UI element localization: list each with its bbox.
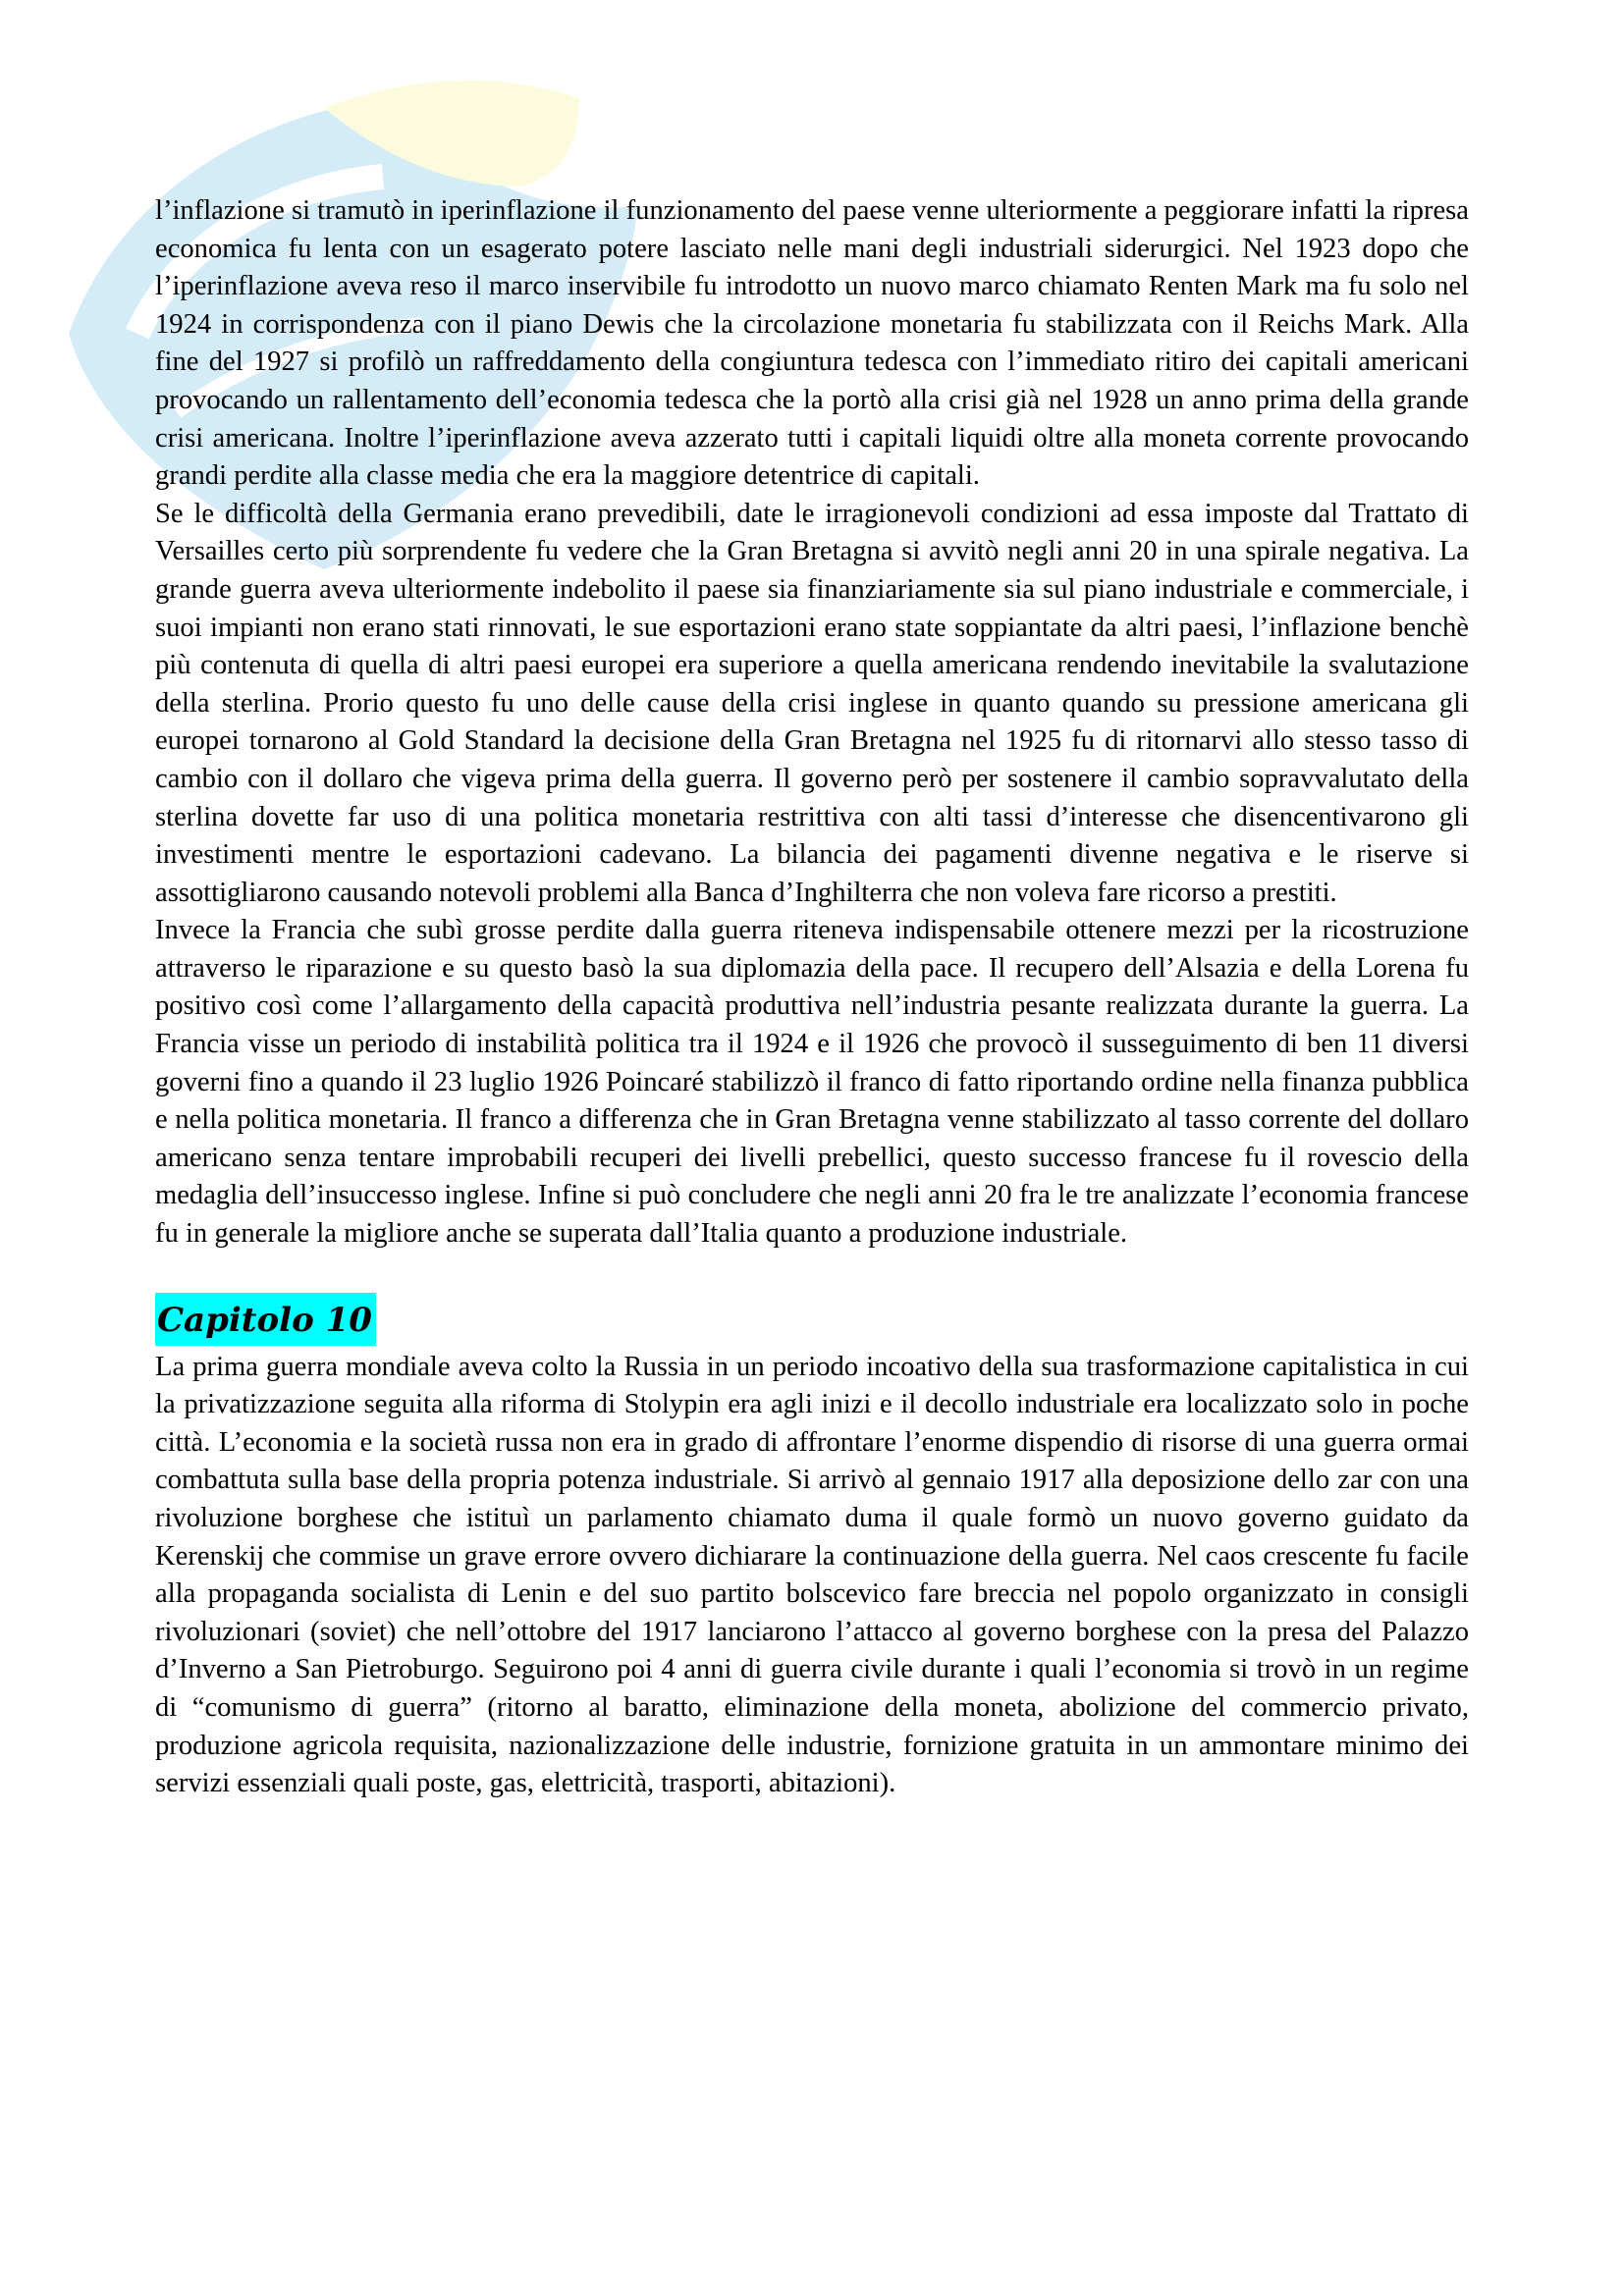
paragraph: Invece la Francia che subì grosse perdite dalla guerra riteneva indispensabile ottenere mezzi per la ricostruzione attraverso le riparazione e su questo basò la sua diplomazia della pace. Il recupero dell’Alsazia e della Lorena fu positivo così come l’allargamento della capacità produttiva nell’industria pesante realizzata durante la guerra. La Francia visse un periodo di instabilità politica tra il 1924 e il 1926 che provocò il susseguimento di ben 11 diversi governi fino a quando il 23 luglio 1926 Poincaré stabilizzò il franco di fatto riportando ordine nella finanza pubblica e nella politica monetaria. Il franco a differenza che in Gran Bretagna venne stabilizzato al tasso corrente del dollaro americano senza tentare improbabili recuperi dei livelli prebellici, questo successo francese fu il rovescio della medaglia dell’insuccesso inglese. Infine si può concludere che negli anni 20 fra le tre analizzate l’economia francese fu in generale la migliore anche se superata dall’Italia quanto a produzione industriale. (155, 915, 1469, 1250)
chapter-heading-wrapper (155, 1291, 1469, 1348)
document-body (155, 192, 1469, 1803)
paragraph: La prima guerra mondiale aveva colto la Russia in un periodo incoativo della sua trasformazione capitalistica in cui la privatizzazione seguita alla riforma di Stolypin era agli inizi e il decollo industriale era localizzato solo in poche città. L’economia e la società russa non era in grado di affrontare l’enorme dispendio di risorse di una guerra ormai combattuta sulla base della propria potenza industriale. Si arrivò al gennaio 1917 alla deposizione dello zar con una rivoluzione borghese che istituì un parlamento chiamato duma il quale formò un nuovo governo guidato da Kerenskij che commise un grave errore ovvero dichiarare la continuazione della guerra. Nel caos crescente fu facile alla propaganda socialista di Lenin e del suo partito bolscevico fare breccia nel popolo organizzato in consigli rivoluzionari (soviet) che nell’ottobre del 1917 lanciarono l’attacco al governo borghese con la presa del Palazzo d’Inverno a San Pietroburgo. Seguirono poi 4 anni di guerra civile durante i quali l’economia si trovò in un regime di “comunismo di guerra” (ritorno al baratto, eliminazione della moneta, abolizione del commercio privato, produzione agricola requisita, nazionalizzazione delle industrie, fornizione gratuita in un ammontare minimo dei servizi essenziali quali poste, gas, elettricità, trasporti, abitazioni). (155, 1351, 1469, 1799)
paragraph: l’inflazione si tramutò in iperinflazione il funzionamento del paese venne ulteriormente a peggiorare infatti la ripresa economica fu lenta con un esagerato potere lasciato nelle mani degli industriali siderurgici. Nel 1923 dopo che l’iperinflazione aveva reso il marco inservibile fu introdotto un nuovo marco chiamato Renten Mark ma fu solo nel 1924 in corrispondenza con il piano Dewis che la circolazione monetaria fu stabilizzata con il Reichs Mark. Alla fine del 1927 si profilò un raffreddamento della congiuntura tedesca con l’immediato ritiro dei capitali americani provocando un rallentamento dell’economia tedesca che la portò alla crisi già nel 1928 un anno prima della grande crisi americana. Inoltre l’iperinflazione aveva azzerato tutti i capitali liquidi oltre alla moneta corrente provocando grandi perdite alla classe media che era la maggiore detentrice di capitali. (155, 195, 1469, 492)
paragraph: Se le difficoltà della Germania erano prevedibili, date le irragionevoli condizioni ad essa imposte dal Trattato di Versailles certo più sorprendente fu vedere che la Gran Bretagna si avvitò negli anni 20 in una spirale negativa. La grande guerra aveva ulteriormente indebolito il paese sia finanziariamente sia sul piano industriale e commerciale, i suoi impianti non erano stati rinnovati, le sue esportazioni erano state soppiantate da altri paesi, l’inflazione benchè più contenuta di quella di altri paesi europei era superiore a quella americana rendendo inevitabile la svalutazione della sterlina. Prorio questo fu uno delle cause della crisi inglese in quanto quando su pressione americana gli europei tornarono al Gold Standard la decisione della Gran Bretagna nel 1925 fu di ritornarvi allo stesso tasso di cambio con il dollaro che vigeva prima della guerra. Il governo però per sostenere il cambio sopravvalutato della sterlina dovette far uso di una politica monetaria restrittiva con alti tassi d’interesse che disencentivarono gli investimenti mentre le esportazioni cadevano. La bilancia dei pagamenti divenne negativa e le riserve si assottigliarono causando notevoli problemi alla Banca d’Inghilterra che non voleva fare ricorso a prestiti. (155, 498, 1469, 908)
chapter-heading: Capitolo 10 (155, 1293, 376, 1346)
